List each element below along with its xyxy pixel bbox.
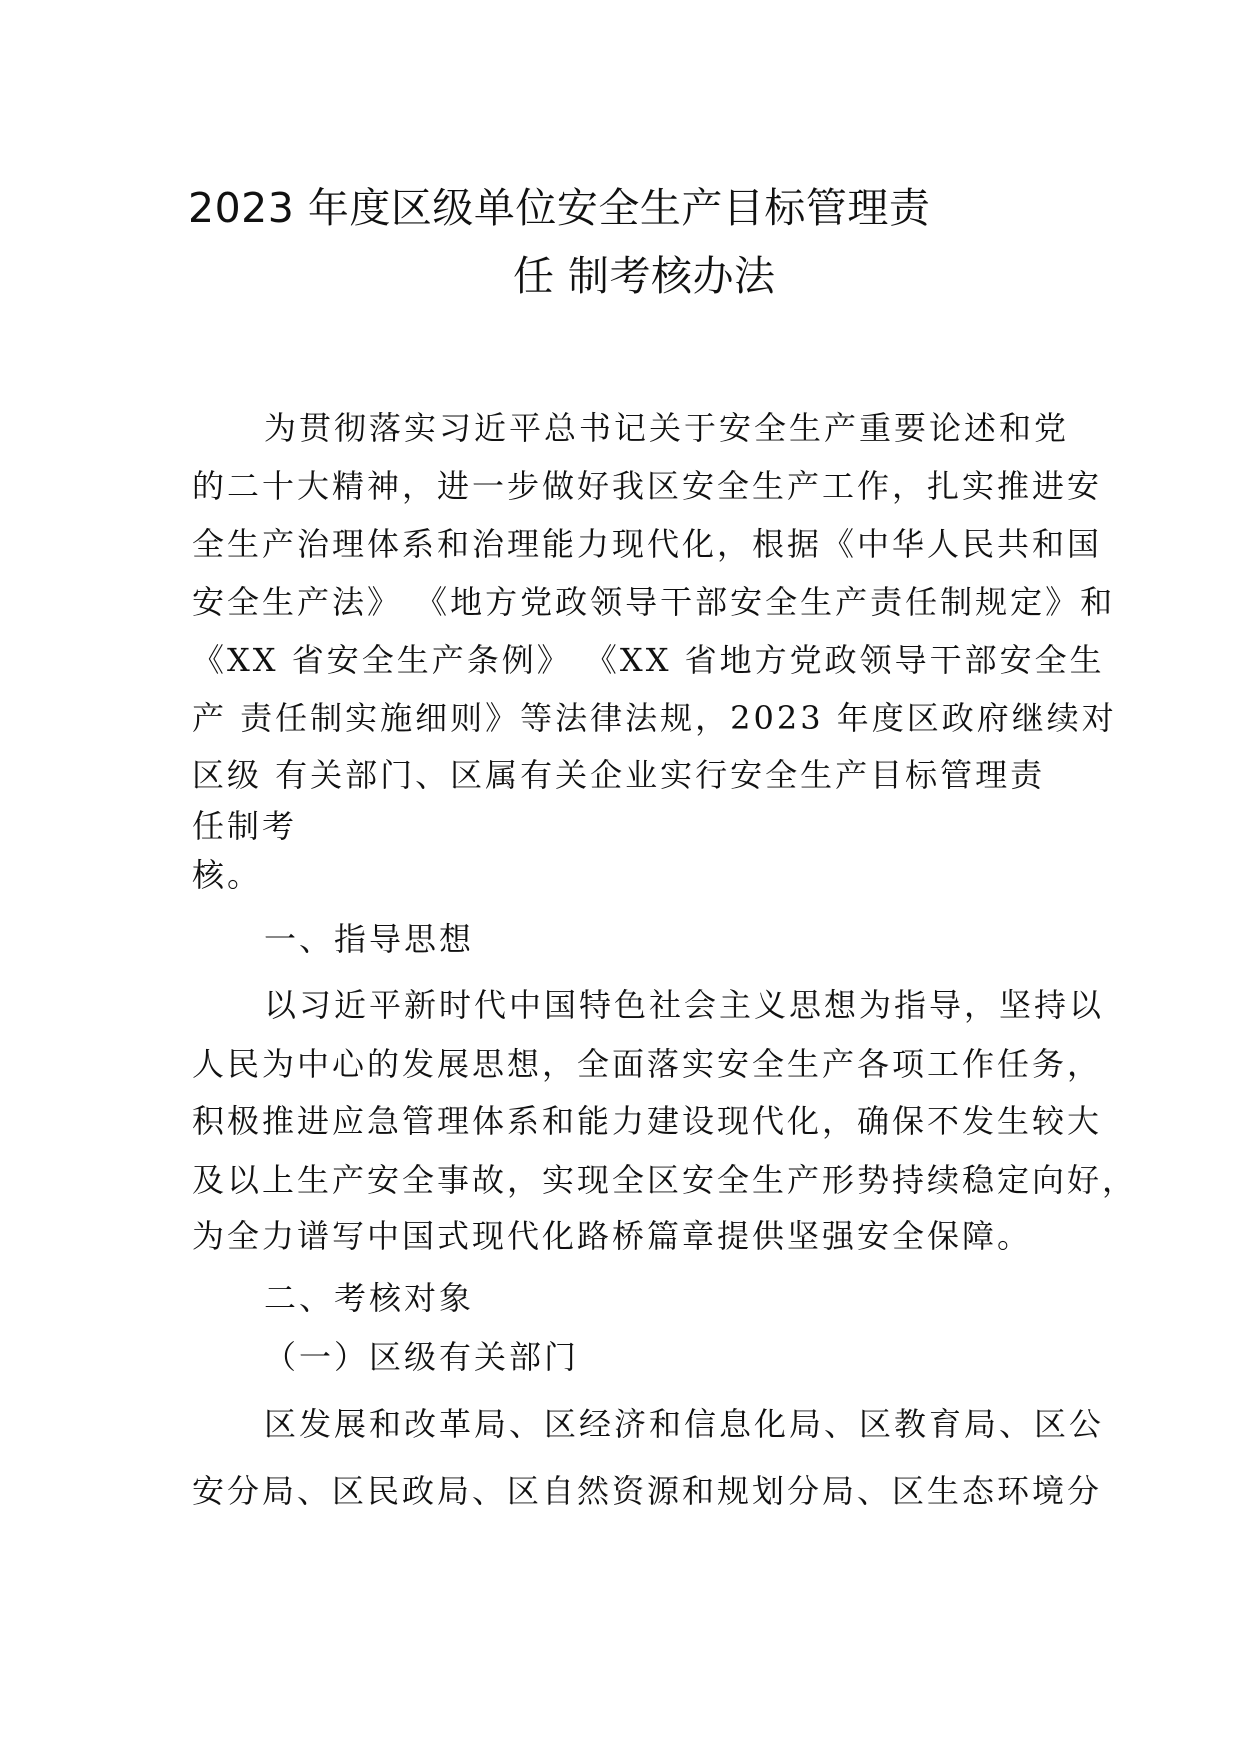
document-title-line-2: 任 制考核办法: [513, 252, 776, 300]
section1-line: 积极推进应急管理体系和能力建设现代化，确保不发生较大: [192, 1102, 1103, 1140]
intro-line: 核。: [192, 856, 263, 894]
subsection1-line: 安分局、区民政局、区自然资源和规划分局、区生态环境分: [192, 1472, 1103, 1510]
subsection1-line: 区发展和改革局、区经济和信息化局、区教育局、区公: [264, 1405, 1105, 1443]
intro-line: 全生产治理体系和治理能力现代化，根据《中华人民共和国: [192, 525, 1103, 563]
intro-line: 任制考: [192, 807, 298, 845]
section1-line: 以习近平新时代中国特色社会主义思想为指导，坚持以: [264, 986, 1105, 1024]
intro-line: 区级 有关部门、区属有关企业实行安全生产目标管理责: [192, 756, 1046, 794]
section1-line: 为全力谱写中国式现代化路桥篇章提供坚强安全保障。: [192, 1217, 1033, 1255]
section-heading: 一、指导思想: [264, 920, 475, 958]
subsection-heading: （一）区级有关部门: [264, 1338, 580, 1376]
intro-line: 的二十大精神，进一步做好我区安全生产工作，扎实推进安: [192, 467, 1103, 505]
section1-line: 及以上生产安全事故，实现全区安全生产形势持续稳定向好，: [192, 1161, 1138, 1199]
section-heading: 二、考核对象: [264, 1279, 475, 1317]
intro-line: 《XX 省安全生产条例》 《XX 省地方党政领导干部安全生: [192, 641, 1105, 679]
document-title-line-1: 2023 年度区级单位安全生产目标管理责: [188, 184, 931, 232]
intro-line: 产 责任制实施细则》等法律法规，2023 年度区政府继续对: [192, 699, 1117, 737]
intro-line: 为贯彻落实习近平总书记关于安全生产重要论述和党: [264, 409, 1070, 447]
section1-line: 人民为中心的发展思想，全面落实安全生产各项工作任务，: [192, 1045, 1103, 1083]
intro-line: 安全生产法》 《地方党政领导干部安全生产责任制规定》和: [192, 583, 1116, 621]
